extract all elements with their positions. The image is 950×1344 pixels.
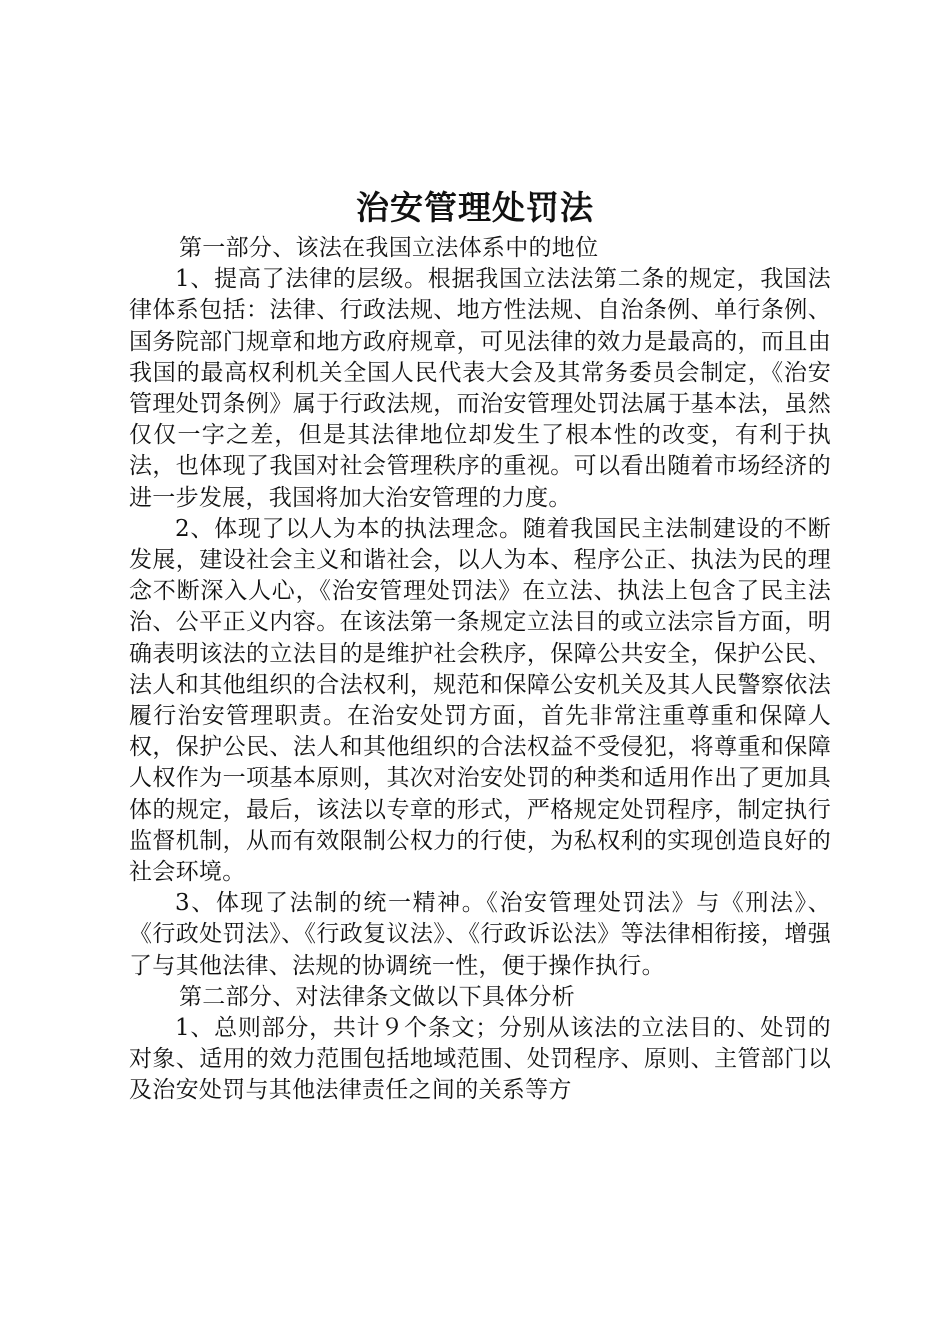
section-heading-part-two: 第二部分、对法律条文做以下具体分析 — [179, 983, 576, 1010]
section-heading-part-one: 第一部分、该法在我国立法体系中的地位 — [179, 235, 599, 261]
document-title: 治安管理处罚法 — [356, 188, 594, 227]
paragraph: 1、提高了法律的层级。根据我国立法法第二条的规定，我国法律体系包括：法律、行政法规、地方性法规、自治条例、单行条例、国务院部门规章和地方政府规章，可见法律的效力是最高的，而且由我国的最高权利机关全国人民代表大会及其常务委员会制定，《治安管理处罚条例》属于行政法规，而治安管理处罚法属于基本法，虽然仅仅一字之差，但是其法律地位却发生了根本性的改变，有利于执法，也体现了我国对社会管理秩序的重视。可以看出随着市场经济的进一步发展，我国将加大治安管理的力度。 — [129, 266, 831, 511]
document-body — [129, 233, 831, 1107]
paragraph: 3、体现了法制的统一精神。《治安管理处罚法》与《刑法》、《行政处罚法》、《行政复议法》、《行政诉讼法》等法律相衔接，增强了与其他法律、法规的协调统一性，便于操作执行。 — [129, 890, 831, 979]
paragraph: 2、体现了以人为本的执法理念。随着我国民主法制建设的不断发展，建设社会主义和谐社会，以人为本、程序公正、执法为民的理念不断深入人心，《治安管理处罚法》在立法、执法上包含了民主法治、公平正义内容。在该法第一条规定立法目的或立法宗旨方面，明确表明该法的立法目的是维护社会秩序，保障公共安全，保护公民、法人和其他组织的合法权利，规范和保障公安机关及其人民警察依法履行治安管理职责。在治安处罚方面，首先非常注重尊重和保障人权，保护公民、法人和其他组织的合法权益不受侵犯，将尊重和保障人权作为一项基本原则，其次对治安处罚的种类和适用作出了更加具体的规定，最后，该法以专章的形式，严格规定处罚程序，制定执行监督机制，从而有效限制公权力的行使，为私权利的实现创造良好的社会环境。 — [129, 515, 831, 886]
paragraph: 1、总则部分，共计９个条文；分别从该法的立法目的、处罚的对象、适用的效力范围包括地域范围、处罚程序、原则、主管部门以及治安处罚与其他法律责任之间的关系等方 — [129, 1015, 831, 1104]
